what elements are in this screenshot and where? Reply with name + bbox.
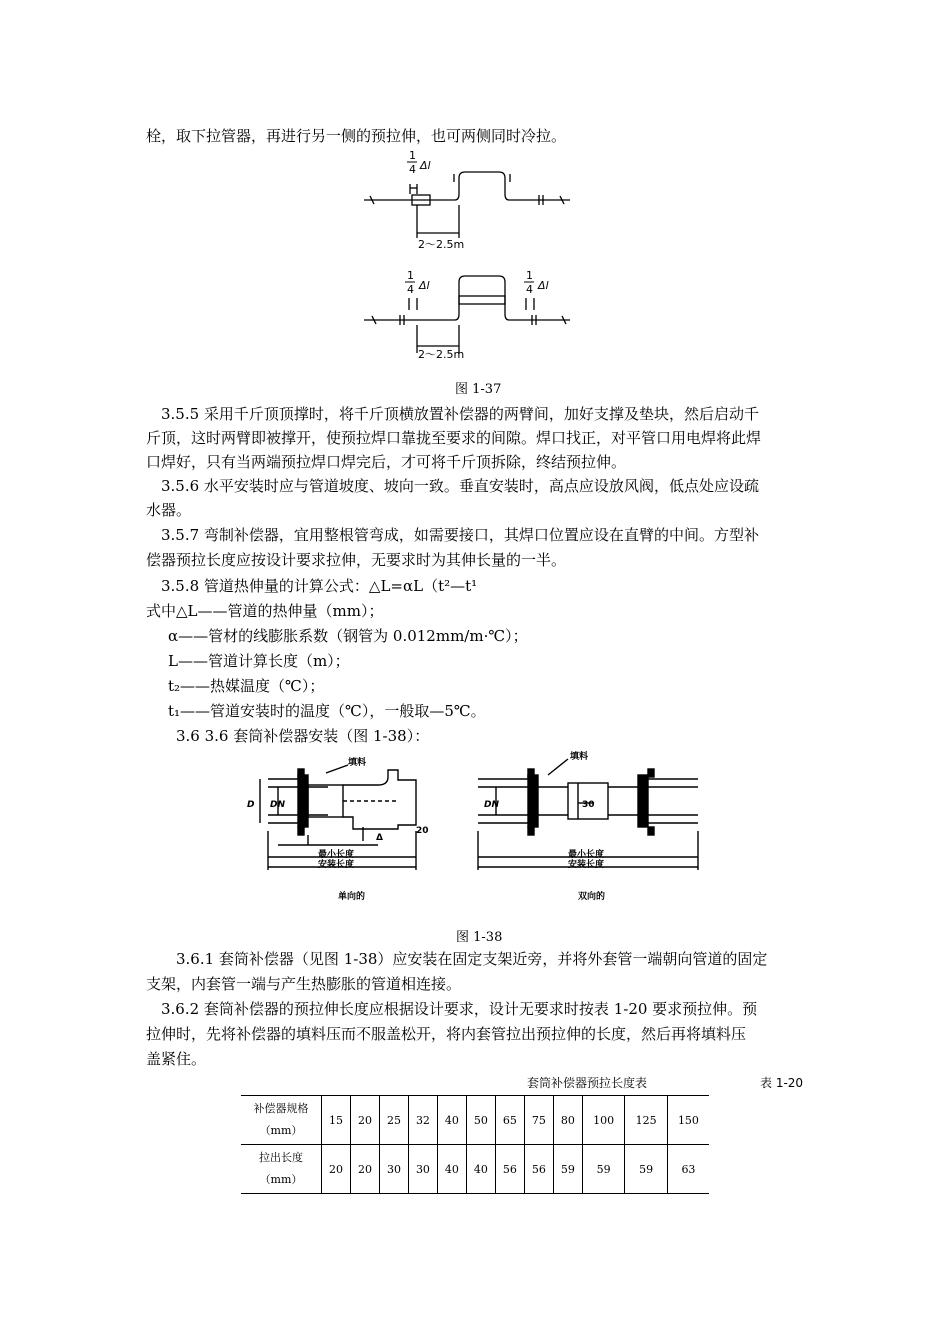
cell: 40 (437, 1096, 466, 1145)
paragraph-3-6-2-line1: 3.6.2 套筒补偿器的预拉伸长度应根据设计要求，设计无要求时按表 1-20 要求预拉伸。预 (161, 1000, 758, 1018)
paragraph-3-6-1-line2: 支架，内套管一端与产生热膨胀的管道相连接。 (146, 975, 462, 993)
svg-text:20: 20 (416, 826, 429, 836)
cell: 20 (322, 1145, 351, 1194)
cell: 75 (524, 1096, 553, 1145)
cell: 63 (667, 1145, 709, 1194)
cell: 59 (582, 1145, 625, 1194)
svg-text:4: 4 (526, 283, 533, 296)
svg-text:4: 4 (409, 163, 416, 176)
figure-1-37-caption: 图 1-37 (455, 382, 502, 397)
heading-3-6: 3.6 3.6 套筒补偿器安装（图 1-38）： (176, 727, 430, 745)
paragraph-3-5-7-line2: 偿器预拉长度应按设计要求拉伸，无要求时为其伸长量的一半。 (146, 551, 567, 569)
row-label-spec: 补偿器规格 （mm） (241, 1096, 322, 1145)
table-row-spec (241, 1096, 709, 1145)
definition-delta-l: 式中△L——管道的热伸量（mm）； (146, 602, 384, 620)
right-fill-label: 填料 (570, 752, 589, 762)
figure-1-37 (362, 148, 577, 363)
svg-text:4: 4 (407, 283, 414, 296)
svg-text:最小长度: 最小长度 (568, 850, 605, 860)
table-title: 套筒补偿器预拉长度表 (527, 1076, 648, 1090)
cell: 56 (524, 1145, 553, 1194)
left-title: 单向的 (338, 892, 366, 902)
cell: 125 (625, 1096, 668, 1145)
definition-t2: t₂——热媒温度（℃）； (168, 677, 325, 695)
svg-text:1: 1 (409, 149, 416, 162)
svg-text:D: D (247, 800, 255, 810)
svg-text:Δl: Δl (419, 279, 430, 292)
cell: 15 (322, 1096, 351, 1145)
cell: 20 (350, 1096, 379, 1145)
definition-t1: t₁——管道安装时的温度（℃），一般取—5℃。 (168, 702, 486, 720)
figure-1-38-caption: 图 1-38 (456, 930, 503, 945)
paragraph-3-6-1-line1: 3.6.1 套筒补偿器（见图 1-38）应安装在固定支架近旁，并将外套管一端朝向管道的固定 (176, 950, 768, 968)
paragraph-3-5-5-line1: 3.5.5 采用千斤顶顶撑时，将千斤顶横放置补偿器的两臂间，加好支撑及垫块，然后启动千 (161, 405, 759, 423)
svg-text:2～2.5m: 2～2.5m (418, 348, 465, 361)
svg-text:2～2.5m: 2～2.5m (418, 238, 465, 251)
cell: 20 (350, 1145, 379, 1194)
paragraph-3-5-6-line1: 3.5.6 水平安装时应与管道坡度、坡向一致。垂直安装时，高点应设放风阀，低点处应设疏 (161, 477, 759, 495)
svg-text:1: 1 (407, 269, 414, 282)
paragraph-3-5-5-line3: 口焊好，只有当两端预拉焊口焊完后，才可将千斤顶拆除，终结预拉伸。 (146, 453, 627, 471)
cell: 40 (466, 1145, 495, 1194)
svg-text:DN: DN (484, 800, 500, 810)
paragraph-3-5-8: 3.5.8 管道热伸量的计算公式：△L=αL（t²—t¹ (161, 577, 478, 595)
compensator-table (241, 1095, 709, 1194)
cell: 65 (495, 1096, 524, 1145)
table-number: 表 1-20 (760, 1076, 804, 1090)
svg-text:安装长度: 安装长度 (318, 860, 355, 870)
cell: 100 (582, 1096, 625, 1145)
table-row-pull (241, 1145, 709, 1194)
svg-text:DN: DN (270, 800, 286, 810)
cell: 80 (553, 1096, 582, 1145)
paragraph-3-5-6-line2: 水器。 (146, 501, 192, 519)
paragraph-top: 栓，取下拉管器，再进行另一侧的预拉伸，也可两侧同时冷拉。 (146, 127, 567, 145)
svg-text:Δ: Δ (376, 833, 383, 843)
left-fill-label: 填料 (348, 758, 367, 768)
cell: 32 (408, 1096, 437, 1145)
cell: 56 (495, 1145, 524, 1194)
right-title: 双向的 (578, 892, 606, 902)
cell: 30 (379, 1145, 408, 1194)
paragraph-3-5-5-line2: 斤顶，这时两臂即被撑开，使预拉焊口靠拢至要求的间隙。焊口找正，对平管口用电焊将此焊 (146, 429, 762, 447)
cell: 50 (466, 1096, 495, 1145)
cell: 59 (553, 1145, 582, 1194)
paragraph-3-5-7-line1: 3.5.7 弯制补偿器，宜用整根管弯成，如需要接口，其焊口位置应设在直臂的中间。方型补 (161, 526, 759, 544)
cell: 59 (625, 1145, 668, 1194)
definition-l: L——管道计算长度（m）； (168, 652, 350, 670)
svg-text:1: 1 (526, 269, 533, 282)
cell: 150 (667, 1096, 709, 1145)
svg-text:30: 30 (582, 800, 595, 810)
pull-device-lower (459, 296, 505, 304)
cell: 40 (437, 1145, 466, 1194)
svg-text:最小长度: 最小长度 (318, 850, 355, 860)
figure-1-38 (238, 745, 778, 910)
svg-text:Δl: Δl (420, 159, 431, 172)
paragraph-3-6-2-line2: 拉伸时，先将补偿器的填料压而不服盖松开，将内套管拉出预拉伸的长度，然后再将填料压 (146, 1025, 747, 1043)
svg-text:Δl: Δl (538, 279, 549, 292)
paragraph-3-6-2-line3: 盖紧住。 (146, 1050, 207, 1068)
row-label-pull: 拉出长度 （mm） (241, 1145, 322, 1194)
cell: 25 (379, 1096, 408, 1145)
svg-text:安装长度: 安装长度 (568, 860, 605, 870)
cell: 30 (408, 1145, 437, 1194)
definition-alpha: α——管材的线膨胀系数（钢管为 0.012mm/m·℃）； (168, 627, 528, 645)
